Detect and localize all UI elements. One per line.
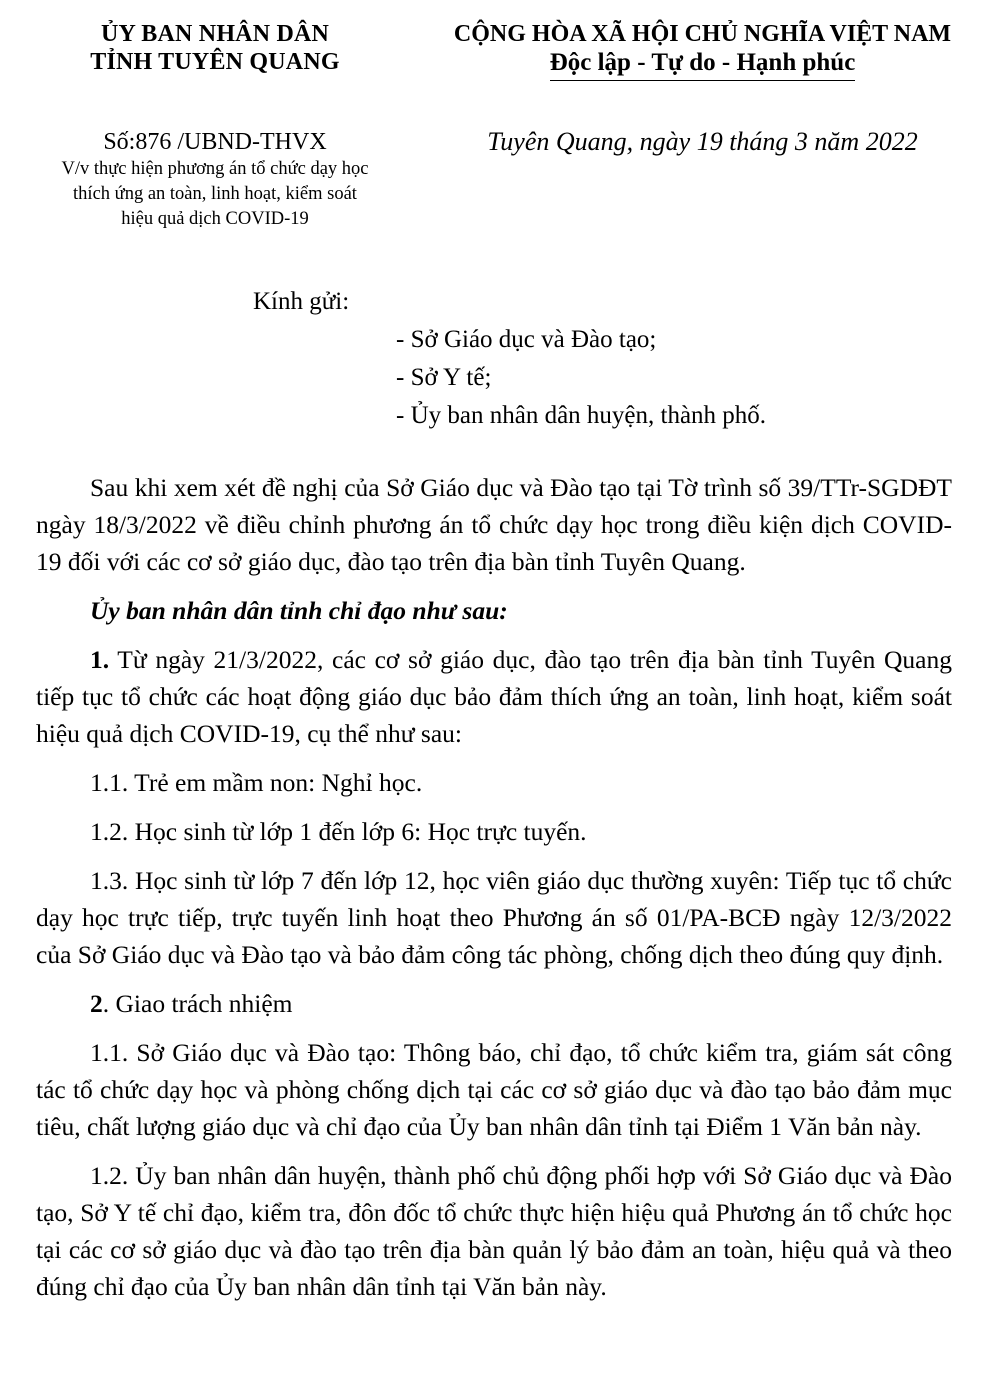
directive-heading: Ủy ban nhân dân tỉnh chỉ đạo như sau: (90, 596, 508, 625)
section-2-1: 1.1. Sở Giáo dục và Đào tạo: Thông báo, chỉ đạo, tổ chức kiểm tra, giám sát công tác tổ chức dạy học và phòng chống dịch tại các cơ sở giáo dục và đào tạo bảo đảm mục tiêu, chất lượng giáo dục và chỉ đạo của Ủy ban nhân dân tỉnh tại Điểm 1 Văn bản này. (36, 1038, 952, 1141)
subject-line1: V/v thực hiện phương án tổ chức dạy học (61, 159, 369, 179)
section-1 (36, 641, 952, 752)
subject-line3: hiệu quả dịch COVID-19 (121, 209, 309, 229)
section-1-text: Từ ngày 21/3/2022, các cơ sở giáo dục, đào tạo trên địa bàn tỉnh Tuyên Quang tiếp tục tổ chức các hoạt động giáo dục bảo đảm thích ứng an toàn, linh hoạt, kiểm soát hiệu quả dịch COVID-19, cụ thể như sau: (36, 645, 952, 748)
section-2 (36, 985, 952, 1022)
intro-paragraph: Sau khi xem xét đề nghị của Sở Giáo dục và Đào tạo tại Tờ trình số 39/TTr-SGDĐT ngày 18/3/2022 về điều chỉnh phương án tổ chức dạy học trong điều kiện dịch COVID-19 đối với các cơ sở giáo dục, đào tạo trên địa bàn tỉnh Tuyên Quang. (36, 473, 952, 576)
place-and-date: Tuyên Quang, ngày 19 tháng 3 năm 2022 (487, 127, 918, 156)
national-header-block (420, 20, 985, 157)
document-number: Số:876 /UBND-THVX (103, 129, 327, 155)
recipients-block (253, 283, 766, 435)
org-name-line1: ỦY BAN NHÂN DÂN (100, 21, 330, 47)
greeting: Kính gửi: (253, 288, 350, 315)
issuing-authority-block (45, 20, 385, 231)
section-2-text: . Giao trách nhiệm (102, 989, 293, 1018)
recipient-list (253, 321, 766, 435)
section-2-number: 2 (90, 989, 103, 1018)
subject-line2: thích ứng an toàn, linh hoạt, kiểm soát (73, 184, 357, 204)
section-1-number: 1. (90, 645, 110, 674)
org-name-line2: TỈNH TUYÊN QUANG (90, 49, 340, 75)
recipient-item: - Sở Y tế; (396, 364, 492, 391)
document-body (36, 469, 952, 1317)
section-2-2: 1.2. Ủy ban nhân dân huyện, thành phố chủ động phối hợp với Sở Giáo dục và Đào tạo, Sở Y tế chỉ đạo, kiểm tra, đôn đốc tổ chức thực hiện hiệu quả Phương án tổ chức học tại các cơ sở giáo dục và đào tạo trên địa bàn quản lý bảo đảm an toàn, hiệu quả và theo đúng chỉ đạo của Ủy ban nhân dân tỉnh tại Văn bản này. (36, 1161, 952, 1301)
recipient-item: - Ủy ban nhân dân huyện, thành phố. (396, 402, 767, 429)
section-1-1: 1.1. Trẻ em mầm non: Nghỉ học. (90, 768, 423, 797)
section-1-2: 1.2. Học sinh từ lớp 1 đến lớp 6: Học trực tuyến. (90, 817, 587, 846)
recipient-item: - Sở Giáo dục và Đào tạo; (396, 326, 657, 353)
section-1-3: 1.3. Học sinh từ lớp 7 đến lớp 12, học viên giáo dục thường xuyên: Tiếp tục tổ chức dạy học trực tiếp, trực tuyến linh hoạt theo Phương án số 01/PA-BCĐ ngày 12/3/2022 của Sở Giáo dục và Đào tạo và bảo đảm công tác phòng, chống dịch theo đúng quy định. (36, 866, 952, 969)
nation-name: CỘNG HÒA XÃ HỘI CHỦ NGHĨA VIỆT NAM (453, 21, 952, 47)
national-motto: Độc lập - Tự do - Hạnh phúc (550, 48, 856, 81)
